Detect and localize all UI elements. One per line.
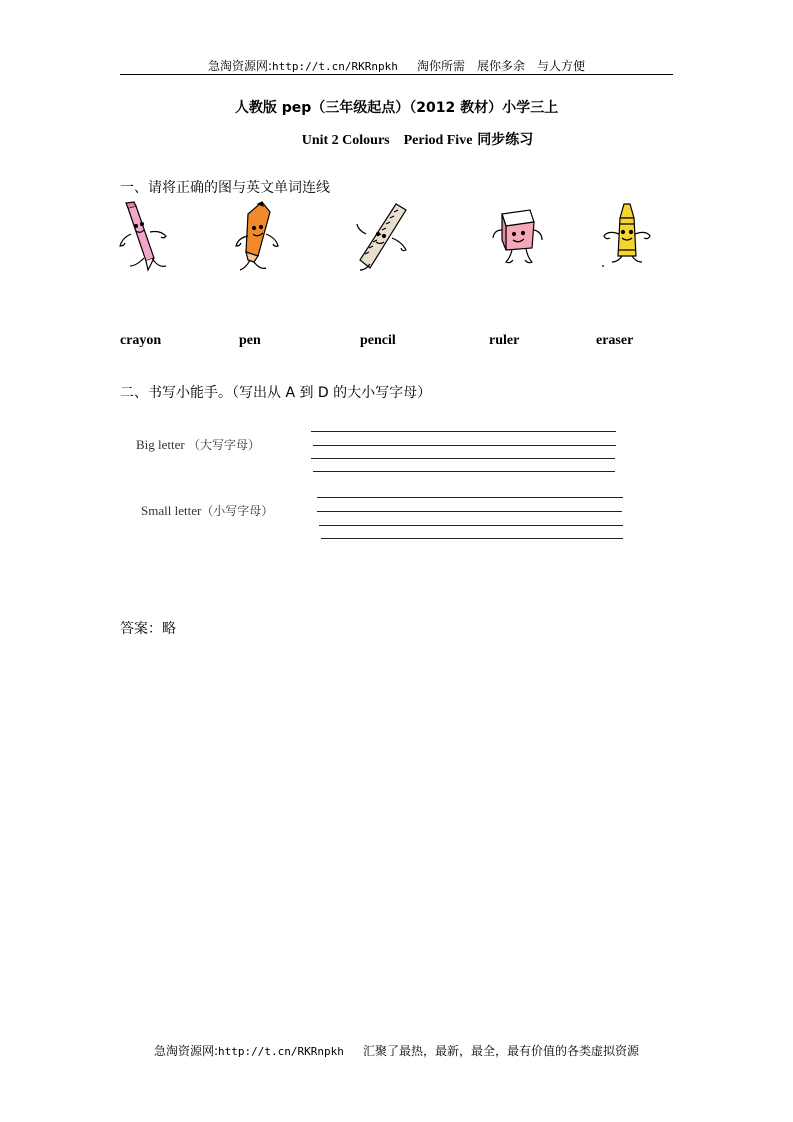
answer-text: 答案：略 [120, 621, 176, 637]
small-letter-label-cn: （小写字母） [201, 504, 274, 518]
ruler-icon [354, 200, 414, 275]
section1-heading: 一、请将正确的图与英文单词连线 [120, 180, 330, 196]
pencil-icon [232, 200, 292, 275]
small-letter-writing-line-3[interactable] [319, 525, 623, 526]
word-crayon[interactable]: crayon [120, 333, 162, 348]
page-header [0, 57, 793, 74]
big-letter-label-en: Big letter [136, 437, 185, 452]
document-title: 人教版 pep（三年级起点）（2012 教材）小学三上 [234, 100, 559, 116]
footer-url[interactable]: http://t.cn/RKRnpkh [218, 1045, 344, 1058]
footer-text: 汇聚了最热，最新，最全，最有价值的各类虚拟资源 [362, 1044, 639, 1058]
header-divider [120, 74, 673, 75]
footer-site: 急淘资源网: [154, 1044, 219, 1058]
header-slogan: 淘你所需 展你多余 与人方便 [416, 59, 585, 73]
eraser-icon [488, 200, 548, 275]
document-subtitle [0, 129, 793, 149]
subtitle-chinese: 同步练习 [472, 132, 534, 148]
page-footer [0, 1042, 793, 1059]
word-pencil[interactable]: pencil [360, 333, 396, 348]
big-letter-writing-line-3[interactable] [311, 458, 615, 459]
pen-icon [114, 200, 174, 275]
big-letter-writing-line-2[interactable] [313, 445, 616, 446]
word-pen[interactable]: pen [239, 333, 261, 348]
crayon-icon [598, 200, 658, 275]
big-letter-label [136, 436, 260, 453]
small-letter-label [141, 502, 273, 519]
header-url[interactable]: http://t.cn/RKRnpkh [272, 60, 398, 73]
word-ruler[interactable]: ruler [489, 333, 520, 348]
big-letter-writing-line-4[interactable] [313, 471, 615, 472]
small-letter-writing-line-2[interactable] [317, 511, 622, 512]
big-letter-writing-line-1[interactable] [311, 431, 616, 432]
big-letter-label-cn: （大写字母） [188, 438, 261, 452]
small-letter-writing-line-1[interactable] [317, 497, 623, 498]
subtitle-english: Unit 2 Colours Period Five [301, 133, 473, 148]
small-letter-label-en: Small letter [141, 503, 202, 518]
word-eraser[interactable]: eraser [596, 333, 634, 348]
small-letter-writing-line-4[interactable] [321, 538, 623, 539]
section2-heading: 二、书写小能手。（写出从 A 到 D 的大小写字母） [120, 385, 432, 401]
header-site: 急淘资源网: [208, 59, 273, 73]
